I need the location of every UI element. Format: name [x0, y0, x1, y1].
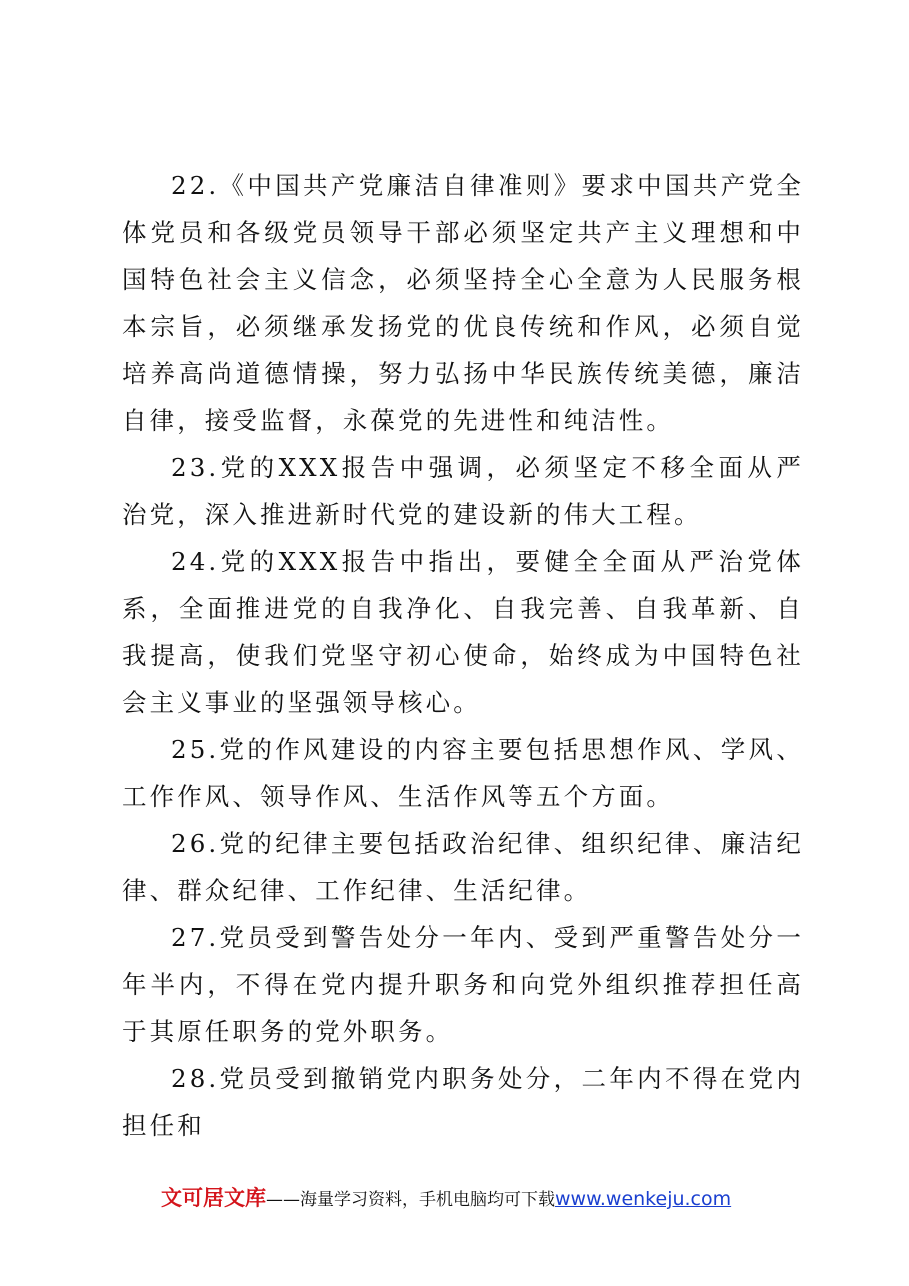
paragraph-25: 25.党的作风建设的内容主要包括思想作风、学风、工作作风、领导作风、生活作风等五个方面。: [122, 735, 804, 811]
paragraph-22: 22.《中国共产党廉洁自律准则》要求中国共产党全体党员和各级党员领导干部必须坚定共产主义理想和中国特色社会主义信念，必须坚持全心全意为人民服务根本宗旨，必须继承发扬党的优良传统和作风，必须自觉培养高尚道德情操，努力弘扬中华民族传统美德，廉洁自律，接受监督，永葆党的先进性和纯洁性。: [122, 171, 804, 435]
page-footer: [161, 1182, 861, 1212]
paragraph-23: 23.党的XXX报告中强调，必须坚定不移全面从严治党，深入推进新时代党的建设新的伟大工程。: [122, 453, 804, 529]
footer-tagline: ——海量学习资料，手机电脑均可下载: [266, 1190, 555, 1210]
footer-site-link[interactable]: www.wenkeju.com: [555, 1188, 732, 1210]
paragraph-26: 26.党的纪律主要包括政治纪律、组织纪律、廉洁纪律、群众纪律、工作纪律、生活纪律。: [122, 829, 804, 905]
paragraph-27: 27.党员受到警告处分一年内、受到严重警告处分一年半内，不得在党内提升职务和向党外组织推荐担任高于其原任职务的党外职务。: [122, 923, 804, 1046]
document-body: [122, 162, 804, 1149]
paragraph-24: 24.党的XXX报告中指出，要健全全面从严治党体系，全面推进党的自我净化、自我完善、自我革新、自我提高，使我们党坚守初心使命，始终成为中国特色社会主义事业的坚强领导核心。: [122, 547, 804, 717]
paragraph-28: 28.党员受到撤销党内职务处分，二年内不得在党内担任和: [122, 1064, 804, 1140]
footer-brand: 文可居文库: [161, 1186, 266, 1210]
